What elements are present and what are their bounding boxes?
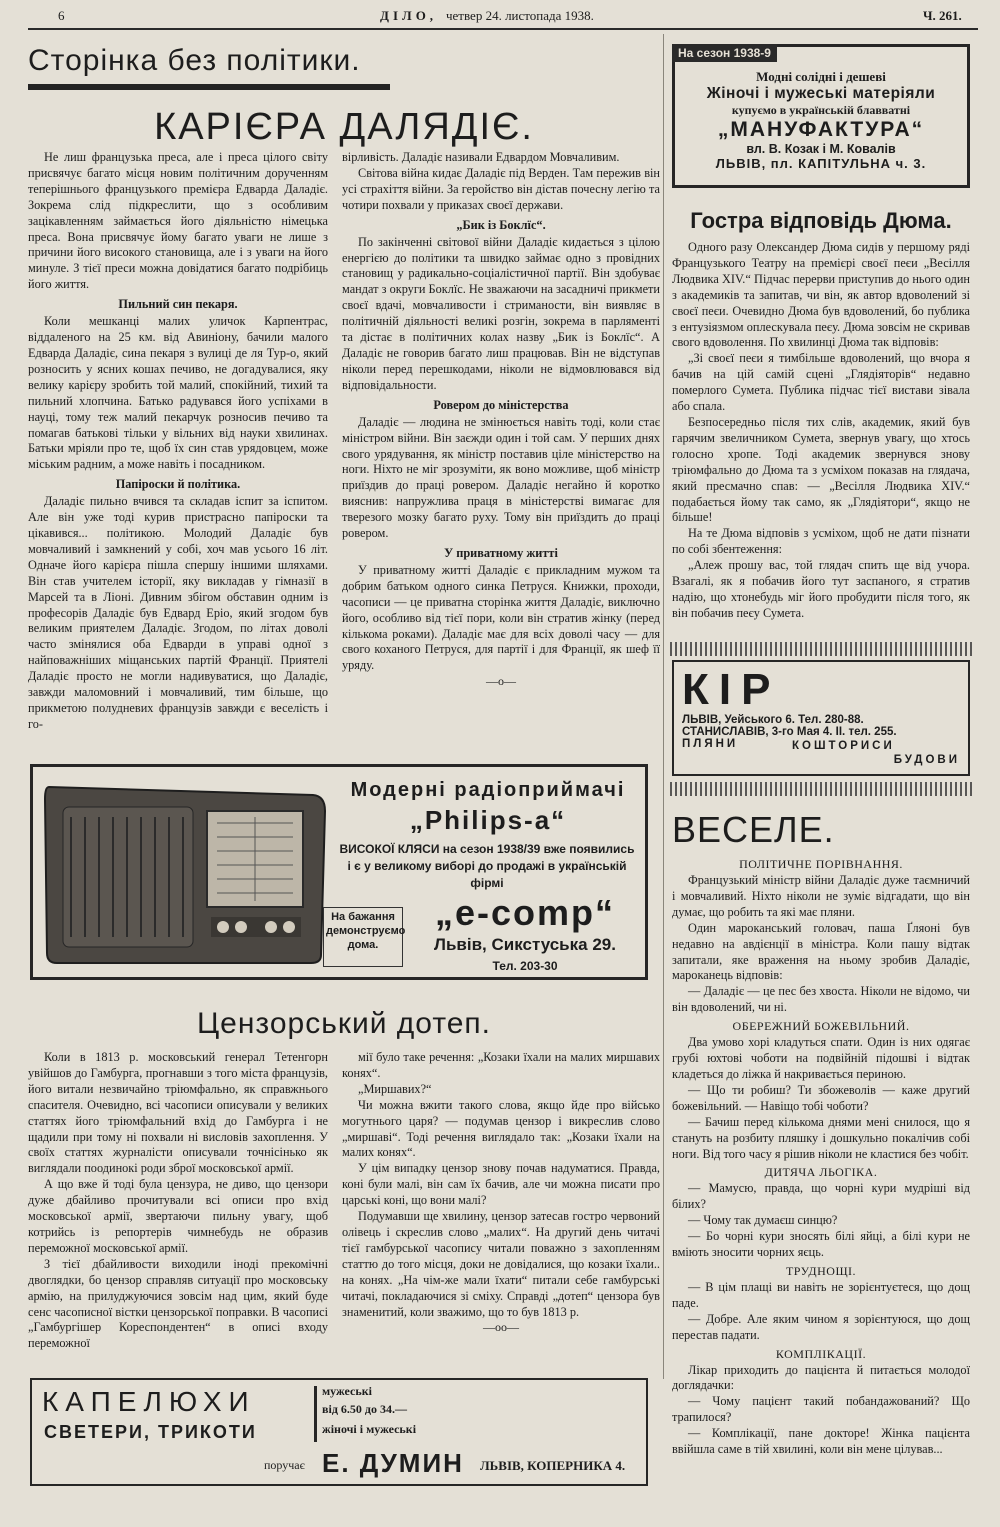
paragraph: Лікар приходить до пацієнта й питається молодої доглядачки: xyxy=(672,1362,970,1393)
ad-hats-subtitle: СВЕТЕРИ, ТРИКОТИ xyxy=(44,1422,257,1442)
paragraph: Коли мешканці малих уличок Карпентрас, віддаленого на 25 км. від Авиніону, бачили малого Едварда Даладіє, сина пекаря з вулиці де ля Тур-о, який розносить у ясних кошах печиво, не догадувалися, яку велику карієру зробить той малий, спокійний, тихий та пильний хлопчина. Батько радувався його успіхами в науці, тому теж малий пекарчук розносив печиво та помагав батькові тільки у вільних від науки хвилинах. Батьки мріяли про те, щоб їх син став урядовцем, може міським радним, а може навіть і посадником. xyxy=(28,314,328,472)
ornament-border xyxy=(670,782,972,796)
page-number: 6 xyxy=(58,8,65,23)
issue-number: Ч. 261. xyxy=(923,8,962,23)
ad-philips-text: ВИСОКОЇ КЛЯСИ на сезон 1938/39 вже появились і є у великому виборі до продажі в українській фірмі xyxy=(339,842,635,890)
paragraph: Одного разу Олександер Дюма сидів у першому ряді Французького Театру на премієрі своєї пеєи „Весілля Людвика XIV.“ Підчас перерви приступив до нього один з академиків та запитав, чи він, як автор вдоволений зі своєї пеєи. Очевидно Дюма був вдоволений, бо публика з ентузіязмом оплескувала пеєу. Дюма зовсім не скривав свого вдоволення. По хвилинці Дюма так відповів: xyxy=(672,240,970,350)
end-mark: —оо— xyxy=(483,1320,519,1335)
ad-kir xyxy=(672,660,970,776)
censor-article-column-2 xyxy=(342,1050,660,1368)
section-title-block xyxy=(28,40,390,92)
ad-hats-firm: Е. ДУМИН xyxy=(322,1448,464,1478)
dumas-title: Гостра відповідь Дюма. xyxy=(690,208,952,233)
ad-season-label: На сезон 1938-9 xyxy=(672,44,777,62)
paragraph: — Чому пацієнт такий побандажований? Що трапилося? xyxy=(672,1394,970,1425)
ad-philips-side-note: На бажання демонструємо дома. xyxy=(323,907,403,967)
dumas-article-body xyxy=(672,240,970,635)
paragraph: Подумавши ще хвилину, цензор затесав гостро червоний олівець і скреслив слово „малих“. На другий день читачі тієї гамбурської часопису читали поважно з захопленням статтю до того місця, доки не довідалися, що козаки їхали.. на конях. „На чім-же мали їхати“ питали себе гамбурські читачі, покладаючися зі сміху. Справді „дотеп“ цензора був знаменитий, коли зважимо, що то був 1813 р. xyxy=(342,1209,660,1319)
ad-manufaktura xyxy=(672,44,970,188)
ad-hats-divider xyxy=(314,1386,317,1442)
paragraph: Два умово хорі кладуться спати. Один із них одягає грубі юхтові чоботи на подвійній підошві і відтак кладеться до ліжка й накривається периною. xyxy=(672,1035,970,1081)
paragraph: У приватному житті Даладіє є прикладним мужом та добрим батьком одного синка Петруся. Книжки, проходи, часописи — це приватна сторінка життя Даладіє, виключно його, особливо від тієї пори, коли він стратив жінку (перед кількома роками). Даладіє має для всіх доволі часу — для свого коханого Петруся, для партії і для Франції, як шеф її уряду. xyxy=(342,562,660,673)
ad-philips-brand: „Philips-a“ xyxy=(409,805,567,835)
ad-hats-recommends: поручає xyxy=(264,1458,305,1472)
paragraph: „Миршавих?“ xyxy=(358,1081,432,1096)
paragraph: З тієї дбайливости виходили іноді прекомічні двоглядки, бо цензор справляв ситуації про московську армію, на прилуджуючися зовсім над цим, який буде сенс часописної вістки цензорської поправки. В часописі „Гамбургішер Кореспондентен“ в описі входу переможної xyxy=(28,1256,328,1351)
ad-philips xyxy=(30,764,648,980)
paragraph: — Даладіє — це пес без хвоста. Ніколи не відомо, чи він вдоволений, чи ні. xyxy=(672,984,970,1015)
end-mark: —о— xyxy=(486,674,516,689)
column-divider xyxy=(663,34,664,1379)
paragraph: — Що ти робиш? Ти збожеволів — каже другий божевільний. — Навіщо тобі чоботи? xyxy=(672,1082,970,1113)
paragraph: Коли в 1813 р. московський генерал Тетенгорн увійшов до Гамбурга, прогнавши з того міста французів, його витали незвичайно тріюмфально, як справжнього спасителя. Очевидно, всі часописи описували у великих статтях його тріюмфальний вхід до Гамбурга і не щадили при тому ні похвали ні висловів захоплення. У своїх статтях журналісти описували точнісінько як виглядали поодинокі роди зброї московської армії. xyxy=(28,1050,328,1176)
paragraph: На те Дюма відповів з усміхом, щоб не дати пізнати по собі збентеження: xyxy=(672,526,970,557)
paragraph: Даладіє — людина не змінюється навіть тоді, коли стає міністром війни. Він заєжди один і той сам. У перших днях свого урядування, як міністр поставив ціле міністерство на ноги. Ніхто не міг зрозуміти, як воно можливе, щоб міністр приїздив до праці ровером. Даладіє негайно й коротко вияснив: напружлива праця в міністерстві вимагає для тверезого мозку багато руху. Тому він приїздить до праці ровером. xyxy=(342,414,660,541)
humor-subheading: КОМПЛІКАЦІЇ. xyxy=(775,1346,867,1361)
ad-hats-address: ЛЬВІВ, КОПЕРНИКА 4. xyxy=(480,1458,626,1473)
humor-title: ВЕСЕЛЕ. xyxy=(672,809,835,850)
ad-philips-firm: „е-comp“ xyxy=(434,892,616,933)
header-rule xyxy=(28,28,978,30)
censor-article-title: Цензорський дотеп. xyxy=(196,1007,492,1040)
ad-address: ЛЬВІВ, пл. КАПІТУЛЬНА ч. 3. xyxy=(715,156,927,171)
radio-receiver-icon xyxy=(41,777,331,967)
subheading: Папіроски й політика. xyxy=(115,477,241,492)
ad-line-3: купуємо в українській блавватні xyxy=(731,103,911,117)
paragraph: — Бо чорні кури зносять білі яйці, а білі кури не вміють зносити чорних яєць. xyxy=(672,1229,970,1260)
ad-hats-right-3: жіночі і мужеські xyxy=(322,1422,417,1436)
humor-subheading: ОБЕРЕЖНИЙ БОЖЕВІЛЬНИЙ. xyxy=(732,1019,910,1034)
paragraph: — Добре. Але яким чином я зорієнтуюся, що дощ перестав падати. xyxy=(672,1311,970,1342)
ad-hats-right-2: від 6.50 до 34.— xyxy=(322,1402,407,1416)
humor-body xyxy=(672,854,970,1494)
ad-kir-estimates: КОШТОРИСИ xyxy=(792,740,895,752)
ad-philips-address: Львів, Сикстуська 29. xyxy=(434,935,616,954)
ad-kir-name: КІР xyxy=(682,665,781,714)
issue-date: четвер 24. листопада 1938. xyxy=(446,8,594,23)
ad-line-2: Жіночі і мужеські матеріяли xyxy=(706,85,936,102)
ornament-border xyxy=(670,642,972,656)
main-article-column-2 xyxy=(342,150,660,750)
paragraph: Не лиш французька преса, але і преса цілого світу присвячує багато місця новим політичним дорученням теперішнього французького премієра Едварда Даладіє. Зокрема слід підкреслити, що з особливим зацікавленням займається його діяльністю німецька преса. Вона присвячує йому багато уваги не лише з причини його високого становища, але і з уваги на його минуле. З тієї преси можна довідатися багато подрібиць його життя. xyxy=(28,150,328,292)
paragraph: Французький міністр війни Даладіє дуже таємничий і мовчаливий. Ніхто ніколи не зуміє відгадати, що він думає, що робить та які має пляни. xyxy=(672,873,970,919)
paragraph: — В цім плащі ви навіть не зорієнтуєтеся, що дощ паде. xyxy=(672,1279,970,1310)
section-title-underline xyxy=(28,84,390,90)
main-article-title: КАРІЄРА ДАЛЯДІЄ. xyxy=(154,106,534,148)
section-title: Сторінка без політики. xyxy=(28,44,361,77)
subheading: Пильний син пекаря. xyxy=(118,297,238,312)
censor-article-column-1 xyxy=(28,1050,328,1368)
paragraph: „Алеж прошу вас, той глядач спить ще від учора. Взагалі, як я побачив його тут заспаного, я стратив надію, що хтонебудь міг його пробудити після того, як він побачив пеєу Сумета. xyxy=(672,558,970,620)
paragraph: У цім випадку цензор знову почав надуматися. Правда, коні були малі, він сам їх бачив, але чи можна писати про царські коні, що вони малі? xyxy=(342,1161,660,1208)
ad-hats xyxy=(30,1378,648,1486)
paragraph: — Комплікації, пане докторе! Жінка пацієнта ввійшла саме в тій хвилині, коли він мене цілував... xyxy=(672,1426,970,1457)
ad-kir-line-1: ЛЬВІВ, Уейського 6. Тел. 280-88. xyxy=(682,714,864,726)
ad-hats-title: КАПЕЛЮХИ xyxy=(42,1386,256,1417)
ad-hats-right-1: мужеські xyxy=(322,1384,372,1398)
subheading: „Бик із Боклїс“. xyxy=(456,217,546,232)
paragraph: „Зі своєї пеєи я тимбільше вдоволений, що вчора я бачив на цій самій сцені „Глядіяторів“ недавно померлого Сумета. Публика підчас тієї вистави зівала або спала. xyxy=(672,351,970,414)
paragraph: — Чому так думаєш синцю? xyxy=(688,1213,838,1228)
paragraph: Чи можна вжити такого слова, якщо йде про військо могутнього царя? — подумав цензор і викреслив слово „миршаві“. Тоді речення виглядало так: „Козаки їхали на малих конях“. xyxy=(342,1097,660,1160)
paragraph: — Мамусю, правда, що чорні кури мудріші від білих? xyxy=(672,1181,970,1212)
paragraph: А що вже й тоді була цензура, не диво, що цензори дуже дбайливо прочитували всі описи про вхід московської армії, звертаючи пильну увагу, щоб котрийсь із репортерів чимнебудь не образив переможної московської армії. xyxy=(28,1177,328,1255)
ad-kir-line-2: СТАНИСЛАВІВ, 3-го Мая 4. II. тел. 255. xyxy=(682,726,897,738)
masthead: ДІЛО, xyxy=(380,8,438,23)
paragraph: мії було таке речення: „Козаки їхали на малих миршавих конях“. xyxy=(342,1050,660,1080)
ad-kir-buildings: БУДОВИ xyxy=(893,754,960,766)
page-header xyxy=(28,6,978,28)
subheading: Ровером до міністерства xyxy=(433,397,569,412)
ad-philips-phone: Тел. 203-30 xyxy=(492,959,558,973)
paragraph: Даладіє пильно вчився та складав іспит за іспитом. Але він уже тоді курив пристрасно папіроски та цікавився... політикою. Молодий Даладіє був мовчаливий і замкнений у собі, хоч мав усього 16 літ. Одначе його карієра пішла спершу іншими шляхами. Він став учителем історії, яку викладав у гімназії в Марсей та в Ліоні. Дивним збігом обставин одним із професорів Даладіє був Едвард Еріо, який згодом був великим приятелем Даладіє. Згодом, по літах доволі часто змінялися оба Едварди в управі одної з найповажніших міщанських партій Франції. Приятелі Даладіє просто не могли надивуватися, що Даладіє, завжди маломовний і мовчаливий, тим більше, що прикметою полудневих французів завжди є веселість і го- xyxy=(28,494,328,731)
subheading: У приватному житті xyxy=(444,545,558,560)
ad-line-1: Модні солідні і дешеві xyxy=(756,69,886,84)
ad-kir-plans: ПЛЯНИ xyxy=(682,738,739,750)
paragraph: По закінченні світової війни Даладіє кидається з цілою енергією до політики та швидко займає одно з провідних становищ у радикально-соціалістичної партії. Він здобуває мандат з округи Боклїс. Не зважаючи на засадничі прикмети своєї вдачі, мовчаливости і стриманости, він виявляє в політичній діяльності великі розгін, зокрема в парляменті та дістає в політичних колах назву „Бик із Боклїс“. А Даладіє не говорив багато лиш працював. Він не відступав ніколи перед перешкодами, ніколи не відмовлювався від відповідальности. xyxy=(342,234,660,392)
paragraph: Світова війна кидає Даладіє під Верден. Там пережив він усі страхіття війни. За геройство він дістав почесну легію та чотири похвали у приказах своєї держави. xyxy=(342,165,660,212)
ad-owners: вл. В. Козак і М. Ковалів xyxy=(746,142,896,156)
humor-subheading: ПОЛІТИЧНЕ ПОРІВНАННЯ. xyxy=(739,857,903,871)
paragraph: Безпосередньо після тих слів, академик, який був гарячим звеличником Сумета, звернув увагу, що хтось голосно хропе. Тоді академик звернувся знову тріюмфально до Дюма та з усміхом показав на глядача, який пресмачно спав: — „Весілля Людвика XIV.“ подабається йому так само, як „Глядіятори“, якщо не більше! xyxy=(672,414,970,525)
paragraph: Один мароканський головач, паша Ґляоні був недавно на авдієнції в міністра. Коли пашу відтак запитали, яке враження на ньому зробив Даладіє, мароканець відповів: xyxy=(672,920,970,983)
main-article-column-1 xyxy=(28,150,328,750)
paragraph: вірливість. Даладіє називали Едвардом Мовчаливим. xyxy=(342,150,620,164)
paragraph: — Бачиш перед кількома днями мені снилося, що я стануть на розбиту пляшку і дошкульно покалічив собі ноги. Від того часу я рішив ніколи не кластися без чобіт. xyxy=(672,1114,970,1161)
ad-philips-line-1: Модерні радіоприймачі xyxy=(350,779,626,801)
humor-subheading: ДИТЯЧА ЛЬОГІКА. xyxy=(764,1165,878,1180)
humor-subheading: ТРУДНОЩІ. xyxy=(785,1263,857,1278)
ad-brand: „МАНУФАКТУРА“ xyxy=(717,118,925,141)
